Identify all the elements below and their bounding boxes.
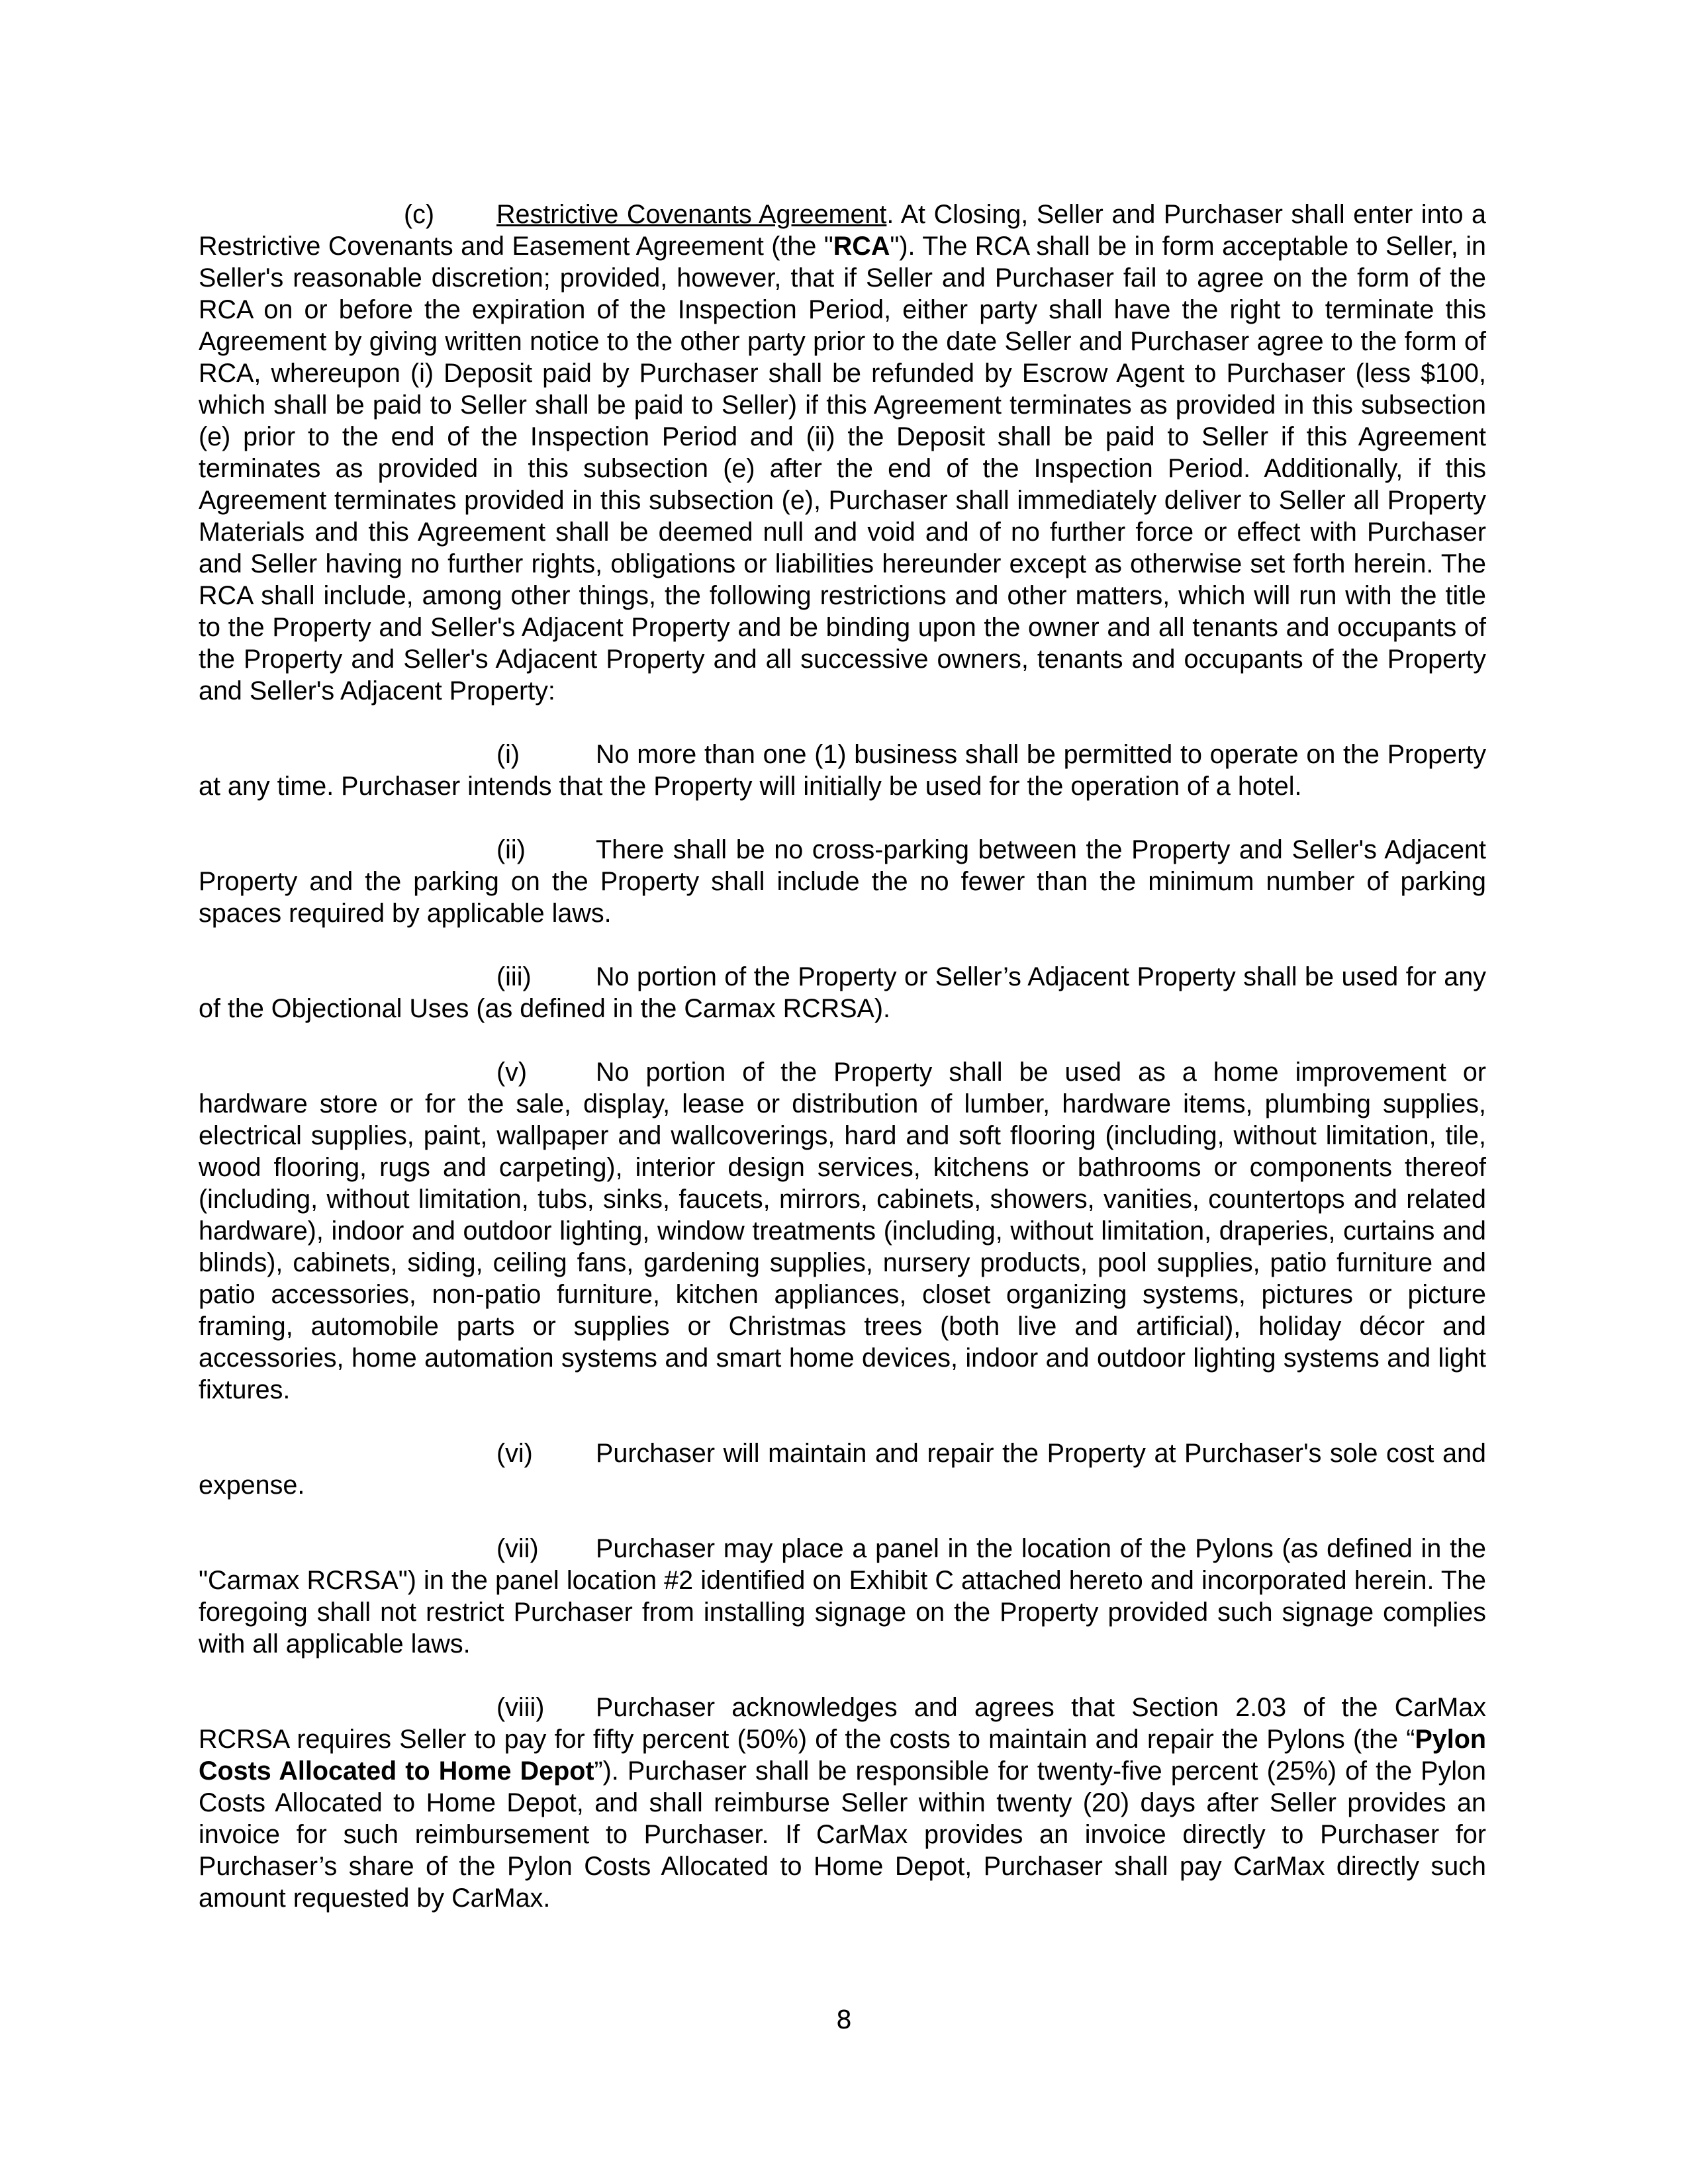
paragraph-vii-text: Purchaser may place a panel in the location of the Pylons (as defined in the "Carmax RCRSA") in the panel location #2 identified on Exhibit C attached hereto and incorporated herein. The foregoing shall not restrict Purchaser from installing signage on the Property provided such signage complies with all applicable laws. [199,1534,1486,1659]
paragraph-c-text-2: "). The RCA shall be in form acceptable to Seller, in Seller's reasonable discretion; provided, however, that if Seller and Purchaser fail to agree on the form of the RCA on or before the expiration of the Inspection Period, either party shall have the right to terminate this Agreement by giving written notice to the other party prior to the date Seller and Purchaser agree to the form of RCA, whereupon (i) Deposit paid by Purchaser shall be refunded by Escrow Agent to Purchaser (less $100, which shall be paid to Seller shall be paid to Seller) if this Agreement terminates as provided in this subsection (e) prior to the end of the Inspection Period and (ii) the Deposit shall be paid to Seller if this Agreement terminates as provided in this subsection (e) after the end of the Inspection Period. Additionally, if this Agreement terminates provided in this subsection (e), Purchaser shall immediately deliver to Seller all Property Materials and this Agreement shall be deemed null and void and of no further force or effect with Purchaser and Seller having no further rights, obligations or liabilities hereunder except as otherwise set forth herein. The RCA shall include, among other things, the following restrictions and other matters, which will run with the title to the Property and Seller's Adjacent Property and be binding upon the owner and all tenants and occupants of the Property and Seller's Adjacent Property and all successive owners, tenants and occupants of the Property and Seller's Adjacent Property: [199,232,1487,705]
paragraph-vi-enum: (vi) [496,1439,533,1468]
paragraph-v [199,1056,1486,1406]
paragraph-iii-text: No portion of the Property or Seller’s Adjacent Property shall be used for any of the Objectional Uses (as defined in the Carmax RCRSA). [199,962,1486,1023]
document-body [199,199,1486,1946]
paragraph-iii [199,961,1486,1024]
paragraph-i-enum: (i) [496,740,520,769]
paragraph-viii [199,1692,1486,1914]
paragraph-viii-defined-term: Pylon Costs Allocated to Home Depot [199,1725,1486,1786]
page-number: 8 [835,2005,853,2034]
paragraph-ii [199,834,1486,929]
paragraph-i-text: No more than one (1) business shall be permitted to operate on the Property at any time. Purchaser intends that the Property will initially be used for the operation of a hotel. [199,740,1486,801]
paragraph-vi-text: Purchaser will maintain and repair the Property at Purchaser's sole cost and expense. [199,1439,1486,1500]
paragraph-ii-text: There shall be no cross-parking between the Property and Seller's Adjacent Property and the parking on the Property shall include the no fewer than the minimum number of parking spaces required by applicable laws. [199,835,1486,928]
paragraph-vii-enum: (vii) [496,1534,539,1563]
paragraph-c-defined-term: RCA [833,232,890,261]
paragraph-c [199,199,1486,707]
paragraph-v-enum: (v) [496,1058,528,1087]
paragraph-c-enum: (c) [404,200,435,229]
paragraph-vii [199,1533,1486,1660]
paragraph-viii-text-2: ”). Purchaser shall be responsible for twenty-five percent (25%) of the Pylon Costs Allocated to Home Depot, and shall reimburse Seller within twenty (20) days after Seller provides an invoice for such reimbursement to Purchaser. If CarMax provides an invoice directly to Purchaser for Purchaser’s share of the Pylon Costs Allocated to Home Depot, Purchaser shall pay CarMax directly such amount requested by CarMax. [199,1756,1486,1913]
paragraph-v-text: No portion of the Property shall be used as a home improvement or hardware store or for the sale, display, lease or distribution of lumber, hardware items, plumbing supplies, electrical supplies, paint, wallpaper and wallcoverings, hard and soft flooring (including, without limitation, tile, wood flooring, rugs and carpeting), interior design services, kitchens or bathrooms or components thereof (including, without limitation, tubs, sinks, faucets, mirrors, cabinets, showers, vanities, countertops and related hardware), indoor and outdoor lighting, window treatments (including, without limitation, draperies, curtains and blinds), cabinets, siding, ceiling fans, gardening supplies, nursery products, pool supplies, patio furniture and patio accessories, non-patio furniture, kitchen appliances, closet organizing systems, pictures or picture framing, automobile parts or supplies or Christmas trees (both live and artificial), holiday décor and accessories, home automation systems and smart home devices, indoor and outdoor lighting systems and light fixtures. [199,1058,1486,1404]
paragraph-viii-text-1: Purchaser acknowledges and agrees that Section 2.03 of the CarMax RCRSA requires Seller to pay for fifty percent (50%) of the costs to maintain and repair the Pylons (the “ [199,1693,1486,1754]
paragraph-c-heading: Restrictive Covenants Agreement [496,200,887,229]
paragraph-c-text-1: . At Closing, Seller and Purchaser shall enter into a Restrictive Covenants and Easement Agreement (the " [199,200,1486,261]
paragraph-iii-enum: (iii) [496,962,532,991]
paragraph-viii-enum: (viii) [496,1693,545,1722]
paragraph-i [199,739,1486,802]
paragraph-vi [199,1437,1486,1501]
paragraph-ii-enum: (ii) [496,835,526,864]
